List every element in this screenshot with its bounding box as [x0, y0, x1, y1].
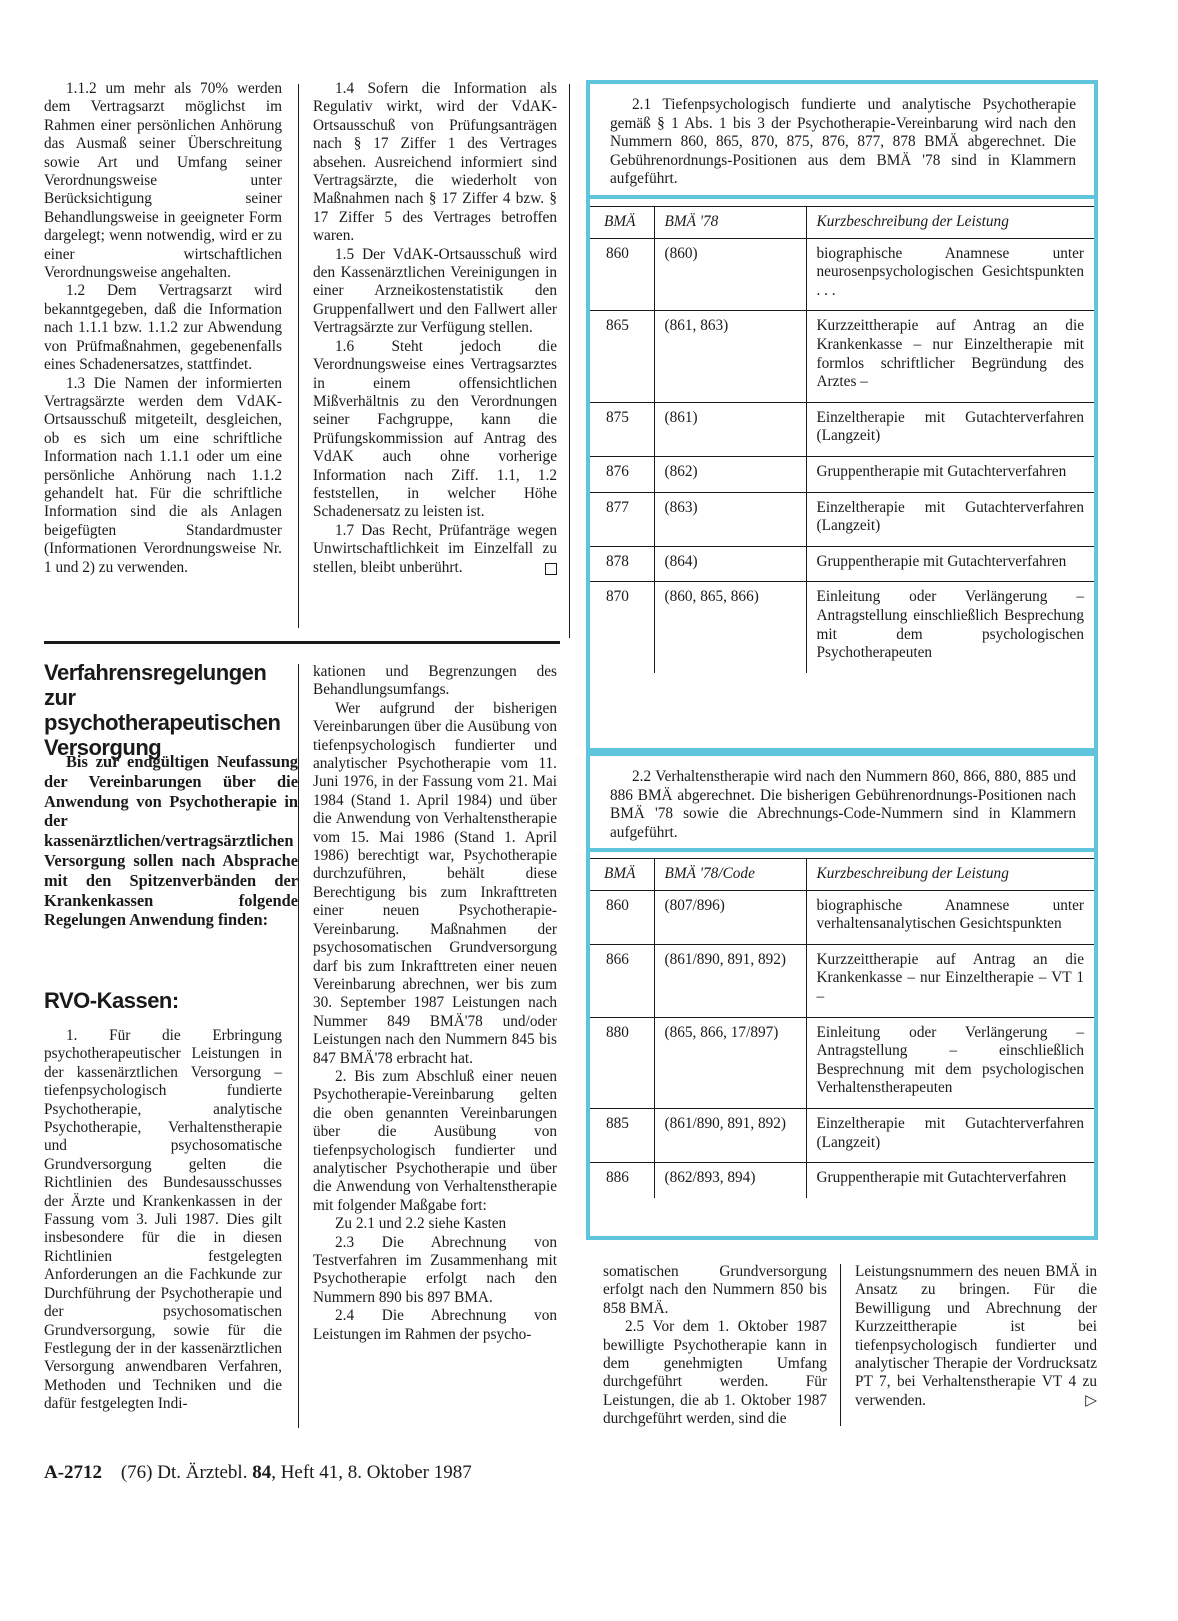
- box1-divider: [590, 195, 1094, 199]
- bma-cell: 860: [590, 238, 654, 311]
- subheading-rvo: RVO-Kassen:: [44, 988, 179, 1013]
- bma78-cell: (861/890, 891, 892): [654, 1108, 806, 1162]
- paragraph-2-3: 2.3 Die Abrechnung von Testverfahren im Zusammenhang mit Psychotherapie erfolgt nach den Nummern 890 bis 897 BMA.: [313, 1233, 557, 1306]
- paragraph-1-4: 1.4 Sofern die Information als Regulativ wirkt, wird der VdAK-Ortsausschuß von Prüfungsanträgen nach § 17 Ziffer 1 des Vertrages absehen. Ausreichend informiert sind Vertragsärzte, die wiederholt von Maßnahmen nach § 17 Ziffer 4 bzw. § 17 Ziffer 5 des Vertrages betroffen waren.: [313, 80, 557, 245]
- bma78-cell: (861/890, 891, 892): [654, 944, 806, 1017]
- bma78-cell: (861, 863): [654, 311, 806, 402]
- table-row: [590, 492, 1094, 546]
- bma-cell: 877: [590, 492, 654, 546]
- desc-cell: biographische Anamnese unter verhaltensanalytischen Gesichtspunkten: [806, 890, 1094, 944]
- column-rule-right-top: [569, 84, 570, 638]
- box1-col-bma78: BMÄ '78: [654, 207, 806, 239]
- box2-paragraph: [610, 768, 1076, 842]
- column-rule-bottom-right: [840, 1264, 841, 1426]
- box1-paragraph: [610, 96, 1076, 189]
- box2-header-row: [590, 859, 1094, 891]
- intro-text: Bis zur endgültigen Neufassung der Vereinbarungen über die Anwendung von Psychotherapie in der kassenärztlichen/vertragsärztlichen Versorgung sollen nach Absprache mit den Spitzenverbänden der Krankenkassen folgende Regelungen Anwendung finden:: [44, 752, 298, 930]
- paragraph-kasten-ref: Zu 2.1 und 2.2 siehe Kasten: [335, 1215, 507, 1233]
- paragraph-berechtigung: Wer aufgrund der bisherigen Vereinbarungen über die Ausübung von tiefenpsychologisch fundierter und analytischer Psychotherapie vom 11. Juni 1976, in der Fassung vom 21. Mai 1984 (Stand 1. April 1984) und über die Anwendung von Verhaltenstherapie vom 15. Mai 1986 (Stand 1. April 1986) berechtigt war, Psychotherapie durchzuführen, behält diese Berechtigung bis zum Inkrafttreten einer neuen Psychotherapie-Vereinbarung. Maßnahmen der psychosomatischen Grundversorgung darf bis zum Inkrafttreten einer neuen Vereinbarung abrechnen, wer bis zum 30. September 1987 Leistungen nach Nummer 849 BMÄ'78 und/oder Leistungen nach den Nummern 845 bis 847 BMÄ'78 erbracht hat.: [313, 699, 557, 1067]
- bma-cell: 878: [590, 546, 654, 582]
- paragraph-continued: kationen und Begrenzungen des Behandlungsumfangs.: [313, 663, 557, 699]
- col2-top-text: [313, 80, 557, 577]
- table-row: [590, 1017, 1094, 1108]
- desc-cell: biographische Anamnese unter neurosenpsychologischen Gesichtspunkten . . .: [806, 238, 1094, 311]
- table-row: [590, 890, 1094, 944]
- paragraph-1-3: 1.3 Die Namen der informierten Vertragsärzte werden dem VdAK-Ortsausschuß mitgeteilt, desgleichen, ob es sich um eine schriftliche Information nach 1.1.1 oder um eine persönliche Anhörung nach 1.1.2 gehandelt hat. Für die schriftliche Information sind die als Anlagen beigefügten Standardmuster (Informationen Verordnungsweise Nr. 1 und 2) zu verwenden.: [44, 374, 282, 576]
- bma-cell: 886: [606, 1169, 629, 1187]
- desc-cell: Kurzzeittherapie auf Antrag an die Krankenkasse – nur Einzeltherapie – VT 1 –: [806, 944, 1094, 1017]
- desc-cell: Gruppentherapie mit Gutachterverfahren: [806, 456, 1094, 492]
- section-heading: Verfahrensregelungen zur psychotherapeutischen Versorgung: [44, 660, 281, 760]
- desc-cell: Einzeltherapie mit Gutachterverfahren (Langzeit): [806, 492, 1094, 546]
- page-number: A-2712: [44, 1462, 103, 1483]
- citation-pre: (76) Dt. Ärztebl.: [120, 1462, 248, 1483]
- bma-cell: 870: [606, 588, 629, 606]
- desc-cell: Kurzzeittherapie auf Antrag an die Krankenkasse – nur Einzeltherapie mit formlos schriftlicher Begründung des Arztes –: [806, 311, 1094, 402]
- bma-cell: 865: [590, 311, 654, 402]
- desc-cell: Einleitung oder Verlängerung – Antragstellung einschließlich Besprechung mit dem psychologischen Psychotherapeuten: [806, 582, 1094, 673]
- paragraph-1-6: 1.6 Steht jedoch die Verordnungsweise eines Vertragsarztes in einem offensichtlichen Mißverhältnis zu den Verordnungen seiner Fachgruppe, kann die Prüfungskommission auf Antrag des VdAK auch ohne vorherige Information nach Ziff. 1.1, 1.2 feststellen, in welcher Höhe Schadenersatz zu leisten ist.: [313, 337, 557, 521]
- col3-bottom-text: [603, 1263, 827, 1429]
- citation-post: , Heft 41, 8. Oktober 1987: [271, 1462, 472, 1483]
- box1-paragraph-text: 2.1 Tiefenpsychologisch fundierte und analytische Psychotherapie gemäß § 1 Abs. 1 bis 3 der Psychotherapie-Vereinbarung wird nach den Nummern 860, 865, 870, 875, 876, 877, 878 BMÄ abgerechnet. Die Gebührenordnungs-Positionen aus dem BMÄ '78 sind in Klammern aufgeführt.: [610, 96, 1076, 188]
- paragraph-1-5: 1.5 Der VdAK-Ortsausschuß wird den Kassenärztlichen Vereinigungen in einer Arzneikostenstatistik den Gruppenfallwert und den Fallwert aller Vertragsärzte zur Verfügung stellen.: [313, 245, 557, 337]
- col4-bottom-text: [855, 1263, 1097, 1410]
- bma-cell: 880: [590, 1017, 654, 1108]
- box2-table: [590, 858, 1094, 1198]
- box2-col-desc: Kurzbeschreibung der Leistung: [806, 859, 1094, 891]
- citation-volume: 84: [252, 1462, 272, 1483]
- column-rule-top: [298, 84, 299, 628]
- box2-divider: [590, 848, 1094, 852]
- bma78-cell: (864): [654, 546, 806, 582]
- desc-cell: Gruppentherapie mit Gutachterverfahren: [806, 546, 1094, 582]
- section-divider: [44, 641, 560, 644]
- bma78-cell: (863): [654, 492, 806, 546]
- table-row: [590, 311, 1094, 402]
- table-row: [590, 456, 1094, 492]
- paragraph-2: 2. Bis zum Abschluß einer neuen Psychotherapie-Vereinbarung gelten die oben genannten Vereinbarungen über die Ausübung von tiefenpsychologisch fundierter und analytischer Psychotherapie und über die Anwendung von Verhaltenstherapie mit folgender Maßgabe fort:: [313, 1067, 557, 1214]
- box2-paragraph-text: 2.2 Verhaltenstherapie wird nach den Nummern 860, 866, 880, 885 und 886 BMÄ abgerechnet. Die bisherigen Gebührenordnungs-Positionen nach BMÄ '78 sowie die Abrechnungs-Code-Nummern sind in Klammern aufgeführt.: [610, 768, 1076, 841]
- bma78-cell: (860, 865, 866): [654, 582, 806, 673]
- box1-col-bma: BMÄ: [590, 207, 654, 239]
- table-row: [590, 1163, 1094, 1198]
- table-row: [590, 944, 1094, 1017]
- desc-cell: Einzeltherapie mit Gutachterverfahren (Langzeit): [806, 1108, 1094, 1162]
- bma-cell: 860: [590, 890, 654, 944]
- table-row: [590, 582, 1094, 673]
- bma78-cell: (807/896): [654, 890, 806, 944]
- desc-cell: Einleitung oder Verlängerung – Antragstellung – einschließlich Besprechnung mit dem psychologischen Verhaltenstherapeuten: [806, 1017, 1094, 1108]
- column-rule-bottom: [298, 664, 299, 1428]
- section-intro: [44, 752, 298, 930]
- paragraph-1-7: 1.7 Das Recht, Prüfanträge wegen Unwirtschaftlichkeit im Einzelfall zu stellen, bleibt unberührt.: [313, 521, 557, 576]
- bma78-cell: (860): [654, 238, 806, 311]
- box1-col-desc: Kurzbeschreibung der Leistung: [806, 207, 1094, 239]
- end-square-icon: [545, 563, 557, 575]
- col2-bottom-text: [313, 663, 557, 1344]
- paragraph-2-4-continued: somatischen Grundversorgung erfolgt nach den Nummern 850 bis 858 BMÄ.: [603, 1263, 827, 1317]
- paragraph-2-5: 2.5 Vor dem 1. Oktober 1987 bewilligte Psychotherapie kann in dem genehmigten Umfang durchgeführt werden. Für Leistungen, die ab 1. Oktober 1987 durchgeführt werden, sind die: [603, 1318, 827, 1428]
- desc-cell: Gruppentherapie mit Gutachterverfahren: [806, 1163, 1094, 1198]
- paragraph-1-2: 1.2 Dem Vertragsarzt wird bekanntgegeben, daß die Information nach 1.1.1 bzw. 1.1.2 zur Abwendung von Prüfmaßnahmen, gegebenenfalls eines Schadenersatzes, stattfindet.: [44, 282, 282, 374]
- bma78-cell: (865, 866, 17/897): [654, 1017, 806, 1108]
- table-row: [590, 402, 1094, 456]
- table-row: [590, 1108, 1094, 1162]
- paragraph-1-1-2: 1.1.2 um mehr als 70% werden dem Vertragsarzt möglichst im Rahmen einer persönlichen Anhörung das Ausmaß seiner Überschreitung sowie Art und Umfang seiner Verordnungsweise unter Berücksichtigung seiner Behandlungsweise in geeigneter Form dargelegt; wenn notwendig, wird er zu einer wirtschaftlichen Verordnungsweise angehalten.: [44, 80, 282, 282]
- bma-cell: 875: [590, 402, 654, 456]
- bma78-cell: (861): [654, 402, 806, 456]
- continue-arrow-icon: ▷: [1085, 1391, 1097, 1409]
- page-footer: [44, 1462, 472, 1484]
- paragraph-1: 1. Für die Erbringung psychotherapeutischer Leistungen in der kassenärztlichen Versorgung – tiefenpsychologisch fundierte Psychotherapie, analytische Psychotherapie, Verhaltenstherapie und psychosomatische Grundversorgung gelten die Richtlinien des Bundesausschusses der Ärzte und Krankenkassen in der Fassung vom 3. Juli 1987. Dies gilt insbesondere für die in diesen Richtlinien festgelegten Anforderungen an die Fachkunde zur Durchführung der Psychotherapie und der psychosomatischen Grundversorgung, sowie für die Festlegung der in der kassenärztlichen Versorgung anwendbaren Verfahren, Methoden und Techniken und die dafür festgelegten Indi-: [44, 1027, 282, 1413]
- box1-header-row: [590, 207, 1094, 239]
- bma78-cell: (862): [654, 456, 806, 492]
- paragraph-2-4: 2.4 Die Abrechnung von Leistungen im Rahmen der psycho-: [313, 1307, 557, 1343]
- desc-cell: Einzeltherapie mit Gutachterverfahren (Langzeit): [806, 402, 1094, 456]
- paragraph-2-5-continued: Leistungsnummern des neuen BMÄ in Ansatz zu bringen. Für die Bewilligung und Abrechnung der Kurzzeittherapie ist bei tiefenpsychologisch fundierter und analytischer Therapie der Vordrucksatz PT 7, bei Verhaltenstherapie VT 4 zu verwenden. ▷: [855, 1263, 1097, 1409]
- col1-top-text: [44, 80, 282, 577]
- box2-col-bma: BMÄ: [590, 859, 654, 891]
- table-row: [590, 546, 1094, 582]
- box1-table: [590, 206, 1094, 673]
- bma-cell: 876: [590, 456, 654, 492]
- col1-bottom-text: [44, 1027, 282, 1414]
- bma-cell: 866: [590, 944, 654, 1017]
- bma-cell: 885: [590, 1108, 654, 1162]
- bma78-cell: (862/893, 894): [654, 1163, 806, 1198]
- table-row: [590, 238, 1094, 311]
- box2-col-bma78-code: BMÄ '78/Code: [654, 859, 806, 891]
